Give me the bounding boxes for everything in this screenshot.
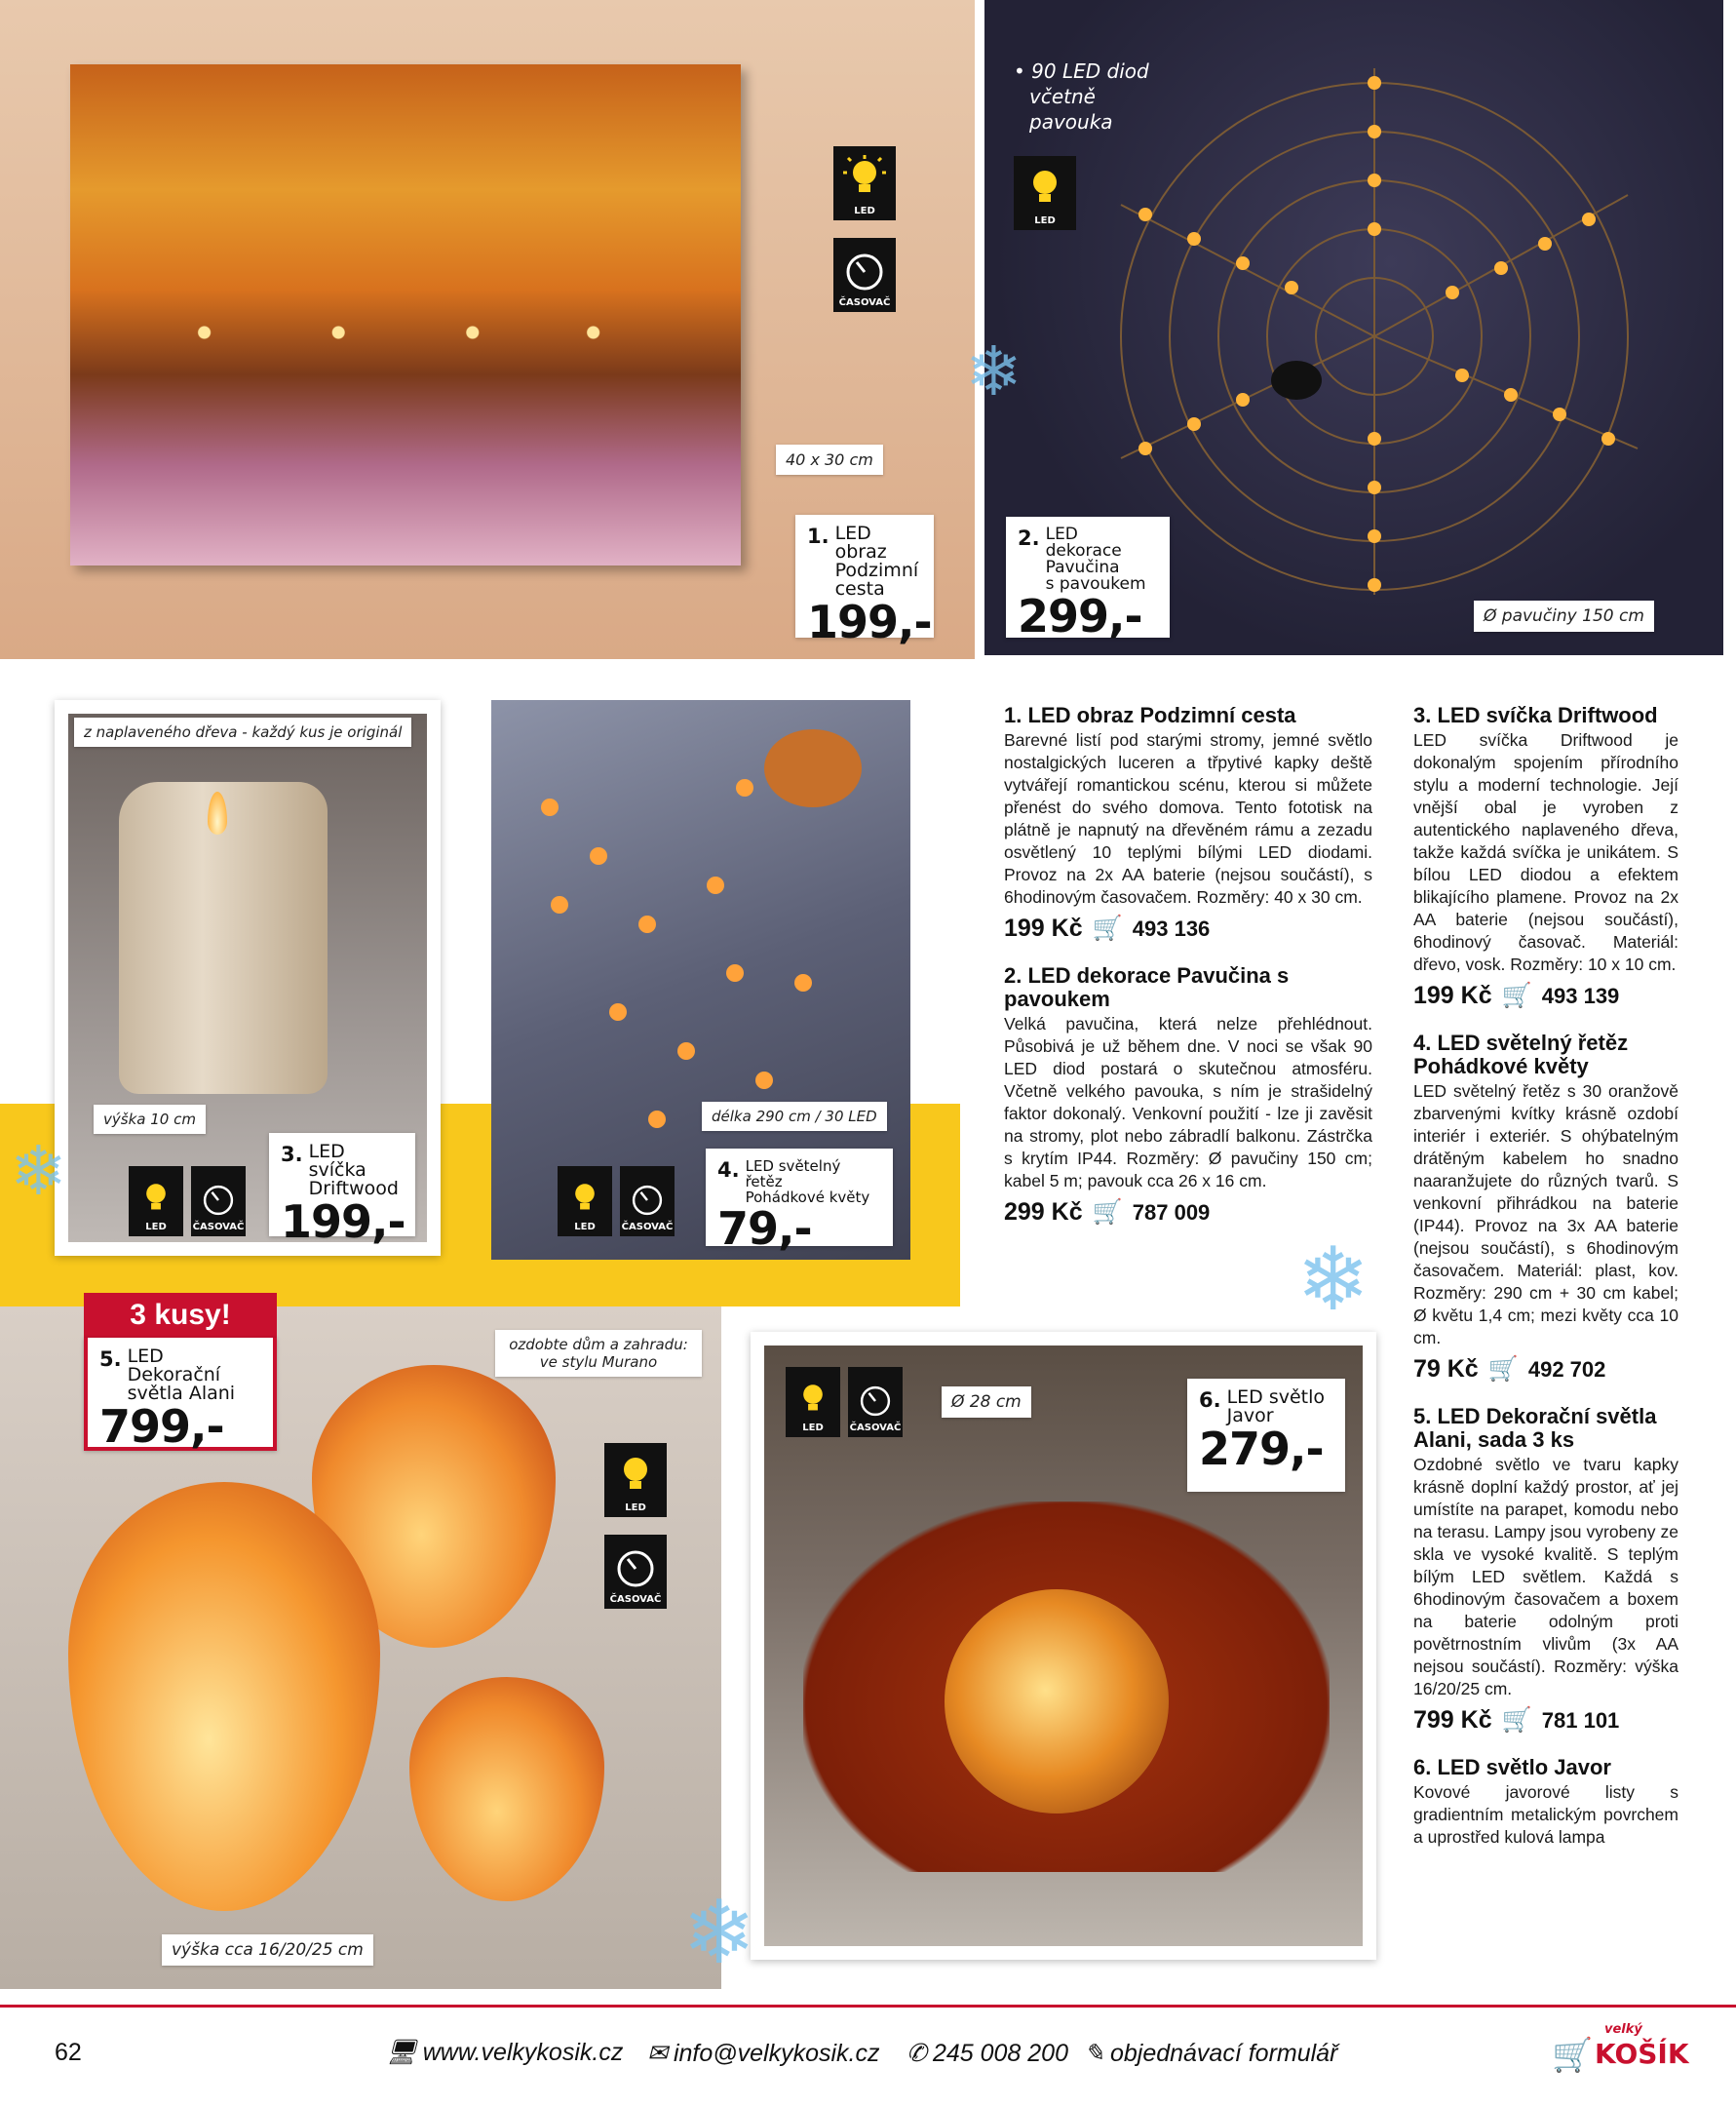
product-2-name-line: s pavoukem [1045, 574, 1146, 594]
bullet-item: • 90 LED diod [1014, 59, 1149, 83]
product-6-price: 279,- [1199, 1423, 1324, 1475]
product-3-led-badge [129, 1166, 183, 1236]
product-1-size-tag: 40 x 30 cm [776, 445, 883, 475]
description-price-line [1413, 1706, 1678, 1735]
timer-badge-label: ČASOVAČ [192, 1222, 245, 1232]
footer-rule [0, 2005, 1736, 2008]
description-price: 799 Kč [1413, 1706, 1492, 1734]
product-2-led-badge [1014, 156, 1076, 230]
product-3-price-card [269, 1133, 415, 1248]
product-1-name-line: LED obraz [834, 523, 887, 563]
product-2-name-line: Pavučina [1045, 558, 1120, 577]
canvas-painting [70, 64, 741, 566]
product-4-name-line: LED světelný řetěz [745, 1157, 841, 1190]
description-title: 1. LED obraz Podzimní cesta [1004, 703, 1296, 727]
product-3-top-tag: z naplaveného dřeva - každý kus je originál [74, 718, 411, 747]
description-title: 5. LED Dekorační světla Alani, sada 3 ks [1413, 1404, 1657, 1452]
product-1-price-card [795, 515, 934, 648]
snowflake-icon: ❄ [682, 1882, 756, 1984]
footer-form-link[interactable] [1084, 2039, 1337, 2068]
product-4-name-line: Pohádkové květy [745, 1189, 870, 1206]
description-price-line [1004, 1198, 1372, 1227]
product-1-name-line: Podzimní [834, 560, 919, 581]
description-product-5 [1413, 1405, 1678, 1735]
order-code: 787 009 [1132, 1199, 1211, 1225]
product-6-price-card [1187, 1379, 1345, 1492]
product-6-number: 6. [1199, 1388, 1221, 1412]
order-code: 781 101 [1541, 1707, 1620, 1733]
footer-web-link[interactable] [386, 2039, 623, 2067]
description-price-line [1004, 915, 1372, 943]
description-text: Velká pavučina, která nelze přehlédnout. Působivá je už během dne. V noci se však 90 LED diod postará o skutečnou atmosféru. Včetně velkého pavouka, s ním je strašidelný faktor dokonalý. Venkovní použití - lze ji zavěsit na stromy, plot nebo zábradlí balkonu. Zástrčka s krytím IP44. Rozměry: Ø pavučiny 150 cm; kabel 5 m; pavouk cca 26 x 16 cm. [1004, 1014, 1372, 1190]
product-5-name-line: světla Alani [127, 1383, 236, 1404]
description-title: 6. LED světlo Javor [1413, 1755, 1611, 1779]
product-5-timer-badge [604, 1535, 667, 1609]
product-5-top-tag: ozdobte dům a zahradu: ve stylu Murano [495, 1330, 702, 1377]
description-column-1 [1004, 704, 1372, 1248]
product-6-led-badge [786, 1367, 840, 1437]
product-5-led-badge [604, 1443, 667, 1517]
description-title: 4. LED světelný řetěz Pohádkové květy [1413, 1031, 1629, 1078]
product-1-led-badge [833, 146, 896, 220]
description-price: 79 Kč [1413, 1355, 1479, 1383]
product-5-size-tag: výška cca 16/20/25 cm [162, 1934, 373, 1966]
cart-icon[interactable]: 🛒 [1092, 915, 1123, 942]
cart-icon[interactable]: 🛒 [1501, 1706, 1532, 1734]
description-product-3 [1413, 704, 1678, 1010]
product-4-led-badge [558, 1166, 612, 1236]
product-5-ribbon: 3 kusy! [84, 1293, 277, 1338]
cart-icon[interactable]: 🛒 [1501, 982, 1532, 1009]
bullet-item: pavouka [1029, 110, 1113, 134]
product-4-number: 4. [717, 1158, 740, 1182]
footer-email-link[interactable] [647, 2039, 880, 2068]
product-4-price: 79,- [717, 1202, 812, 1255]
order-code: 493 136 [1132, 916, 1211, 941]
product-4-price-card [706, 1149, 893, 1255]
description-price: 199 Kč [1004, 915, 1083, 942]
description-price-line [1413, 1355, 1678, 1384]
description-product-2 [1004, 964, 1372, 1227]
snowflake-icon: ❄ [10, 1131, 67, 1211]
description-column-2 [1413, 704, 1678, 1849]
led-badge-label: LED [854, 206, 875, 216]
timer-badge-label: ČASOVAČ [621, 1222, 674, 1232]
description-price: 299 Kč [1004, 1198, 1083, 1226]
product-3-timer-badge [191, 1166, 246, 1236]
led-badge-label: LED [145, 1222, 167, 1232]
order-code: 492 702 [1527, 1356, 1606, 1382]
monitor-icon: 🖥 [386, 2039, 417, 2066]
led-badge-label: LED [1034, 215, 1056, 226]
product-1-price: 199,- [807, 596, 932, 648]
led-badge-label: LED [802, 1423, 824, 1433]
description-text: LED světelný řetěz s 30 oranžově zbarvenými kvítky krásně ozdobí interiér i exteriér. S ohýbatelným drátěným kabelem ho snadno naaranžujete do různých tvarů. S venkovní přihrádkou na baterie (IP44). Provoz na 3x AA baterie (nejsou součástí), s 6hodinovým časovačem. Materiál: plast, kov. Rozměry: 290 cm + 30 cm kabel; Ø květu 1,4 cm; mezi květy cca 10 cm. [1413, 1081, 1678, 1347]
footer-phone-link[interactable] [907, 2039, 1068, 2068]
product-3-size-tag: výška 10 cm [94, 1105, 206, 1134]
product-5-name-line: LED Dekorační [127, 1346, 221, 1385]
product-2-bullets [1014, 58, 1149, 135]
description-text: Ozdobné světlo ve tvaru kapky krásně doplní každý prostor, ať jej umístíte na parapet, komodu nebo na terasu. Lampy jsou vyrobeny ze skla ve vysoké kvalitě. S teplým bílým LED světlem. Každá s 6hodinovým časovačem a boxem na baterie odolným proti povětrnostním vlivům (3x AA nejsou součástí). Rozměry: výška 16/20/25 cm. [1413, 1455, 1678, 1698]
product-1-number: 1. [807, 525, 829, 548]
product-6-size-tag: Ø 28 cm [942, 1386, 1031, 1418]
description-title: 2. LED dekorace Pavučina s pavoukem [1004, 963, 1290, 1011]
product-5-price: 799,- [99, 1400, 224, 1453]
timer-badge-label: ČASOVAČ [609, 1594, 662, 1605]
footer [0, 2005, 1736, 2106]
product-2-price-card [1006, 517, 1170, 643]
description-product-1 [1004, 704, 1372, 943]
product-3-price: 199,- [281, 1195, 405, 1248]
product-4-timer-badge [620, 1166, 675, 1236]
logo-text: KOŠÍK [1595, 2038, 1689, 2070]
led-badge-label: LED [625, 1502, 646, 1513]
form-icon: ✎ [1084, 2040, 1104, 2067]
cart-icon[interactable]: 🛒 [1487, 1355, 1519, 1383]
snowflake-icon: ❄ [1296, 1228, 1370, 1331]
footer-phone-text: 245 008 200 [932, 2039, 1068, 2067]
crackle-globe [945, 1589, 1169, 1814]
description-price-line [1413, 982, 1678, 1010]
product-2-price: 299,- [1018, 590, 1142, 643]
timer-badge-label: ČASOVAČ [849, 1423, 902, 1433]
brand-logo[interactable] [1552, 2022, 1689, 2081]
description-product-6 [1413, 1756, 1678, 1849]
glass-drop-large [68, 1482, 380, 1911]
product-5-number: 5. [99, 1347, 122, 1371]
order-code: 493 139 [1541, 983, 1620, 1008]
cart-icon[interactable]: 🛒 [1092, 1198, 1123, 1226]
footer-form-text: objednávací formulář [1109, 2039, 1338, 2067]
description-text: LED svíčka Driftwood je dokonalým spojením přírodního stylu a moderní technologie. Její vnější obal je vyroben z autentického naplaveného dřeva, takže každá svíčka je unikátem. S bílou LED diodou a efektem blikajícího plamene. Provoz na 2x AA baterie (nejsou součástí), 6hodinový časovač. Materiál: dřevo, vosk. Rozměry: 10 x 10 cm. [1413, 730, 1678, 974]
glass-drop-small [409, 1677, 604, 1901]
description-price: 199 Kč [1413, 982, 1492, 1009]
product-3-number: 3. [281, 1143, 303, 1166]
product-2-name-line: LED dekorace [1045, 525, 1122, 561]
timer-badge-label: ČASOVAČ [838, 297, 891, 308]
snowflake-icon: ❄ [965, 332, 1022, 411]
product-6-name-line: LED světlo [1226, 1386, 1326, 1408]
product-2-size-tag: Ø pavučiny 150 cm [1474, 601, 1654, 632]
product-5-price-card [84, 1338, 277, 1451]
envelope-icon: ✉ [647, 2040, 668, 2067]
logo-small-text: velký [1604, 2022, 1642, 2037]
product-4-size-tag: délka 290 cm / 30 LED [702, 1102, 887, 1131]
footer-web-text: www.velkykosik.cz [422, 2039, 624, 2066]
footer-email-text: info@velkykosik.cz [673, 2039, 880, 2067]
led-badge-label: LED [574, 1222, 596, 1232]
product-1-timer-badge [833, 238, 896, 312]
description-text: Kovové javorové listy s gradientním metalickým povrchem a uprostřed kulová lampa [1413, 1782, 1678, 1847]
product-6-timer-badge [848, 1367, 903, 1437]
description-product-4 [1413, 1032, 1678, 1384]
page-number: 62 [55, 2039, 82, 2066]
description-title: 3. LED svíčka Driftwood [1413, 703, 1658, 727]
product-3-name-line: Driftwood [308, 1178, 399, 1199]
phone-icon: ✆ [907, 2040, 927, 2067]
bullet-item: včetně [1029, 85, 1096, 108]
product-6-name-line: Javor [1226, 1405, 1274, 1426]
product-3-name-line: LED svíčka [308, 1141, 366, 1181]
product-1-name-line: cesta [834, 578, 885, 600]
basket-icon: 🛒 [1552, 2036, 1594, 2075]
product-2-number: 2. [1018, 526, 1040, 550]
description-text: Barevné listí pod starými stromy, jemné světlo nostalgických luceren a třpytivé kapky deště vytvářejí romantickou scénu, kterou si můžete přenést do svého domova. Tento fototisk na plátně je napnutý na dřevěném rámu a zezadu osvětlený 10 teplými bílými LED diodami. Provoz na 2x AA baterie (nejsou součástí), s 6hodinovým časovačem. Rozměry: 40 x 30 cm. [1004, 730, 1372, 907]
